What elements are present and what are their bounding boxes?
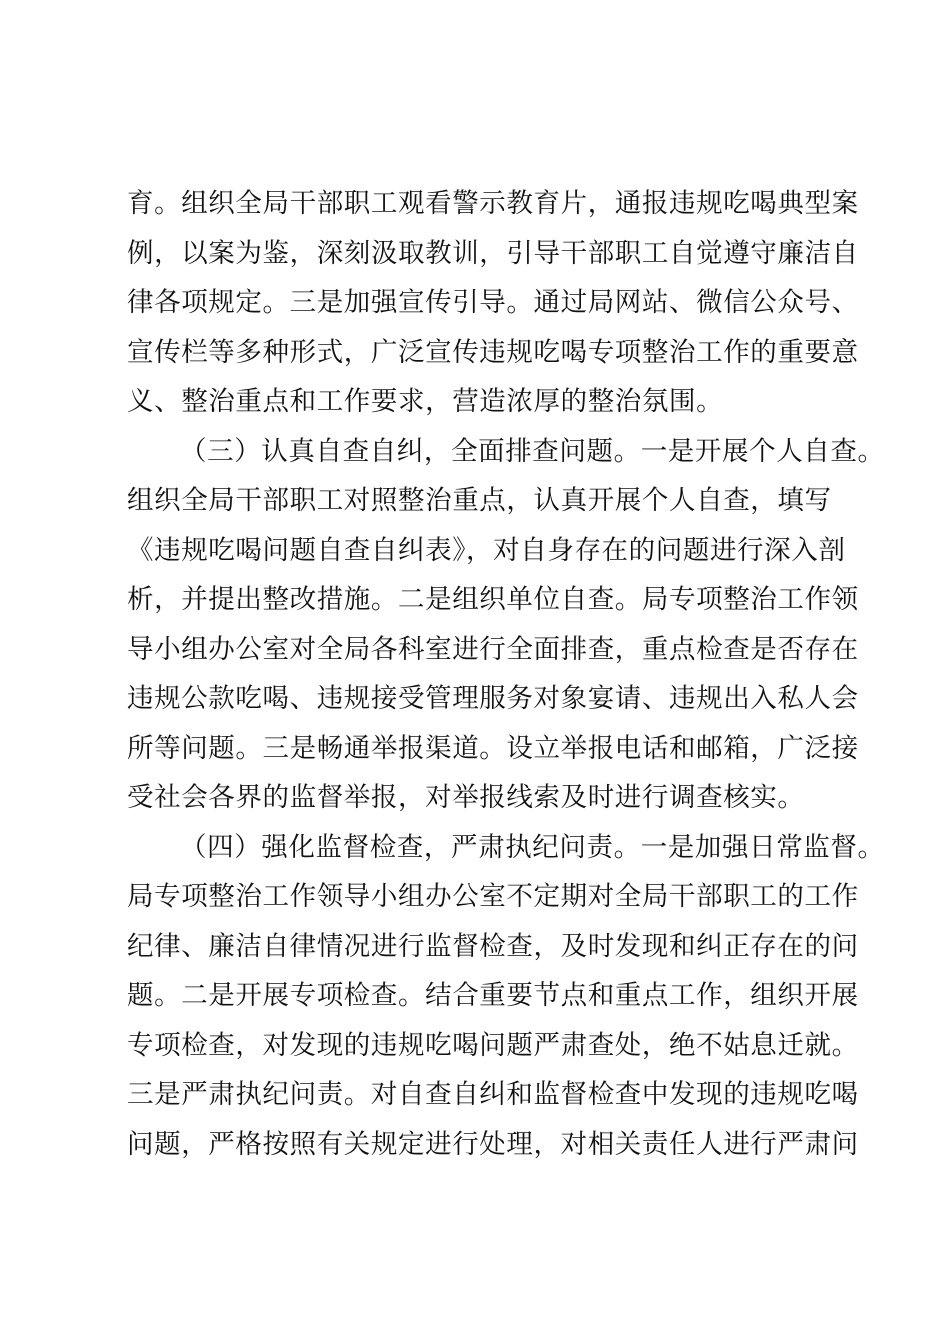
- text-line: 违规公款吃喝、违规接受管理服务对象宴请、违规出入私人会: [127, 683, 859, 714]
- text-line: 《违规吃喝问题自查自纠表》，对自身存在的问题进行深入剖: [127, 535, 846, 566]
- section-heading-line: （三）认真自查自纠，全面排查问题。一是开展个人自查。: [180, 436, 885, 467]
- text-line: 组织全局干部职工对照整治重点，认真开展个人自查，填写: [127, 485, 832, 516]
- text-line: 律各项规定。三是加强宣传引导。通过局网站、微信公众号、: [127, 287, 859, 318]
- text-line: 导小组办公室对全局各科室进行全面排查，重点检查是否存在: [127, 634, 859, 665]
- text-line: 纪律、廉洁自律情况进行监督检查，及时发现和纠正存在的问: [127, 931, 859, 962]
- text-line: 宣传栏等多种形式，广泛宣传违规吃喝专项整治工作的重要意: [127, 337, 859, 368]
- text-line: 三是严肃执纪问责。对自查自纠和监督检查中发现的违规吃喝: [127, 1079, 859, 1110]
- text-line: 育。组织全局干部职工观看警示教育片，通报违规吃喝典型案: [127, 188, 859, 219]
- text-line: 受社会各界的监督举报，对举报线索及时进行调查核实。: [127, 782, 805, 813]
- text-line: 专项检查，对发现的违规吃喝问题严肃查处，绝不姑息迁就。: [127, 1030, 859, 1061]
- text-line: 局专项整治工作领导小组办公室不定期对全局干部职工的工作: [127, 881, 859, 912]
- text-line: 所等问题。三是畅通举报渠道。设立举报电话和邮箱，广泛接: [127, 733, 859, 764]
- section-heading-line: （四）强化监督检查，严肃执纪问责。一是加强日常监督。: [180, 832, 885, 863]
- text-line: 义、整治重点和工作要求，营造浓厚的整治氛围。: [127, 386, 724, 417]
- text-line: 问题，严格按照有关规定进行处理，对相关责任人进行严肃问: [127, 1129, 859, 1160]
- text-line: 析，并提出整改措施。二是组织单位自查。局专项整治工作领: [127, 584, 859, 615]
- text-line: 例，以案为鉴，深刻汲取教训，引导干部职工自觉遵守廉洁自: [127, 238, 859, 269]
- text-line: 题。二是开展专项检查。结合重要节点和重点工作，组织开展: [127, 980, 859, 1011]
